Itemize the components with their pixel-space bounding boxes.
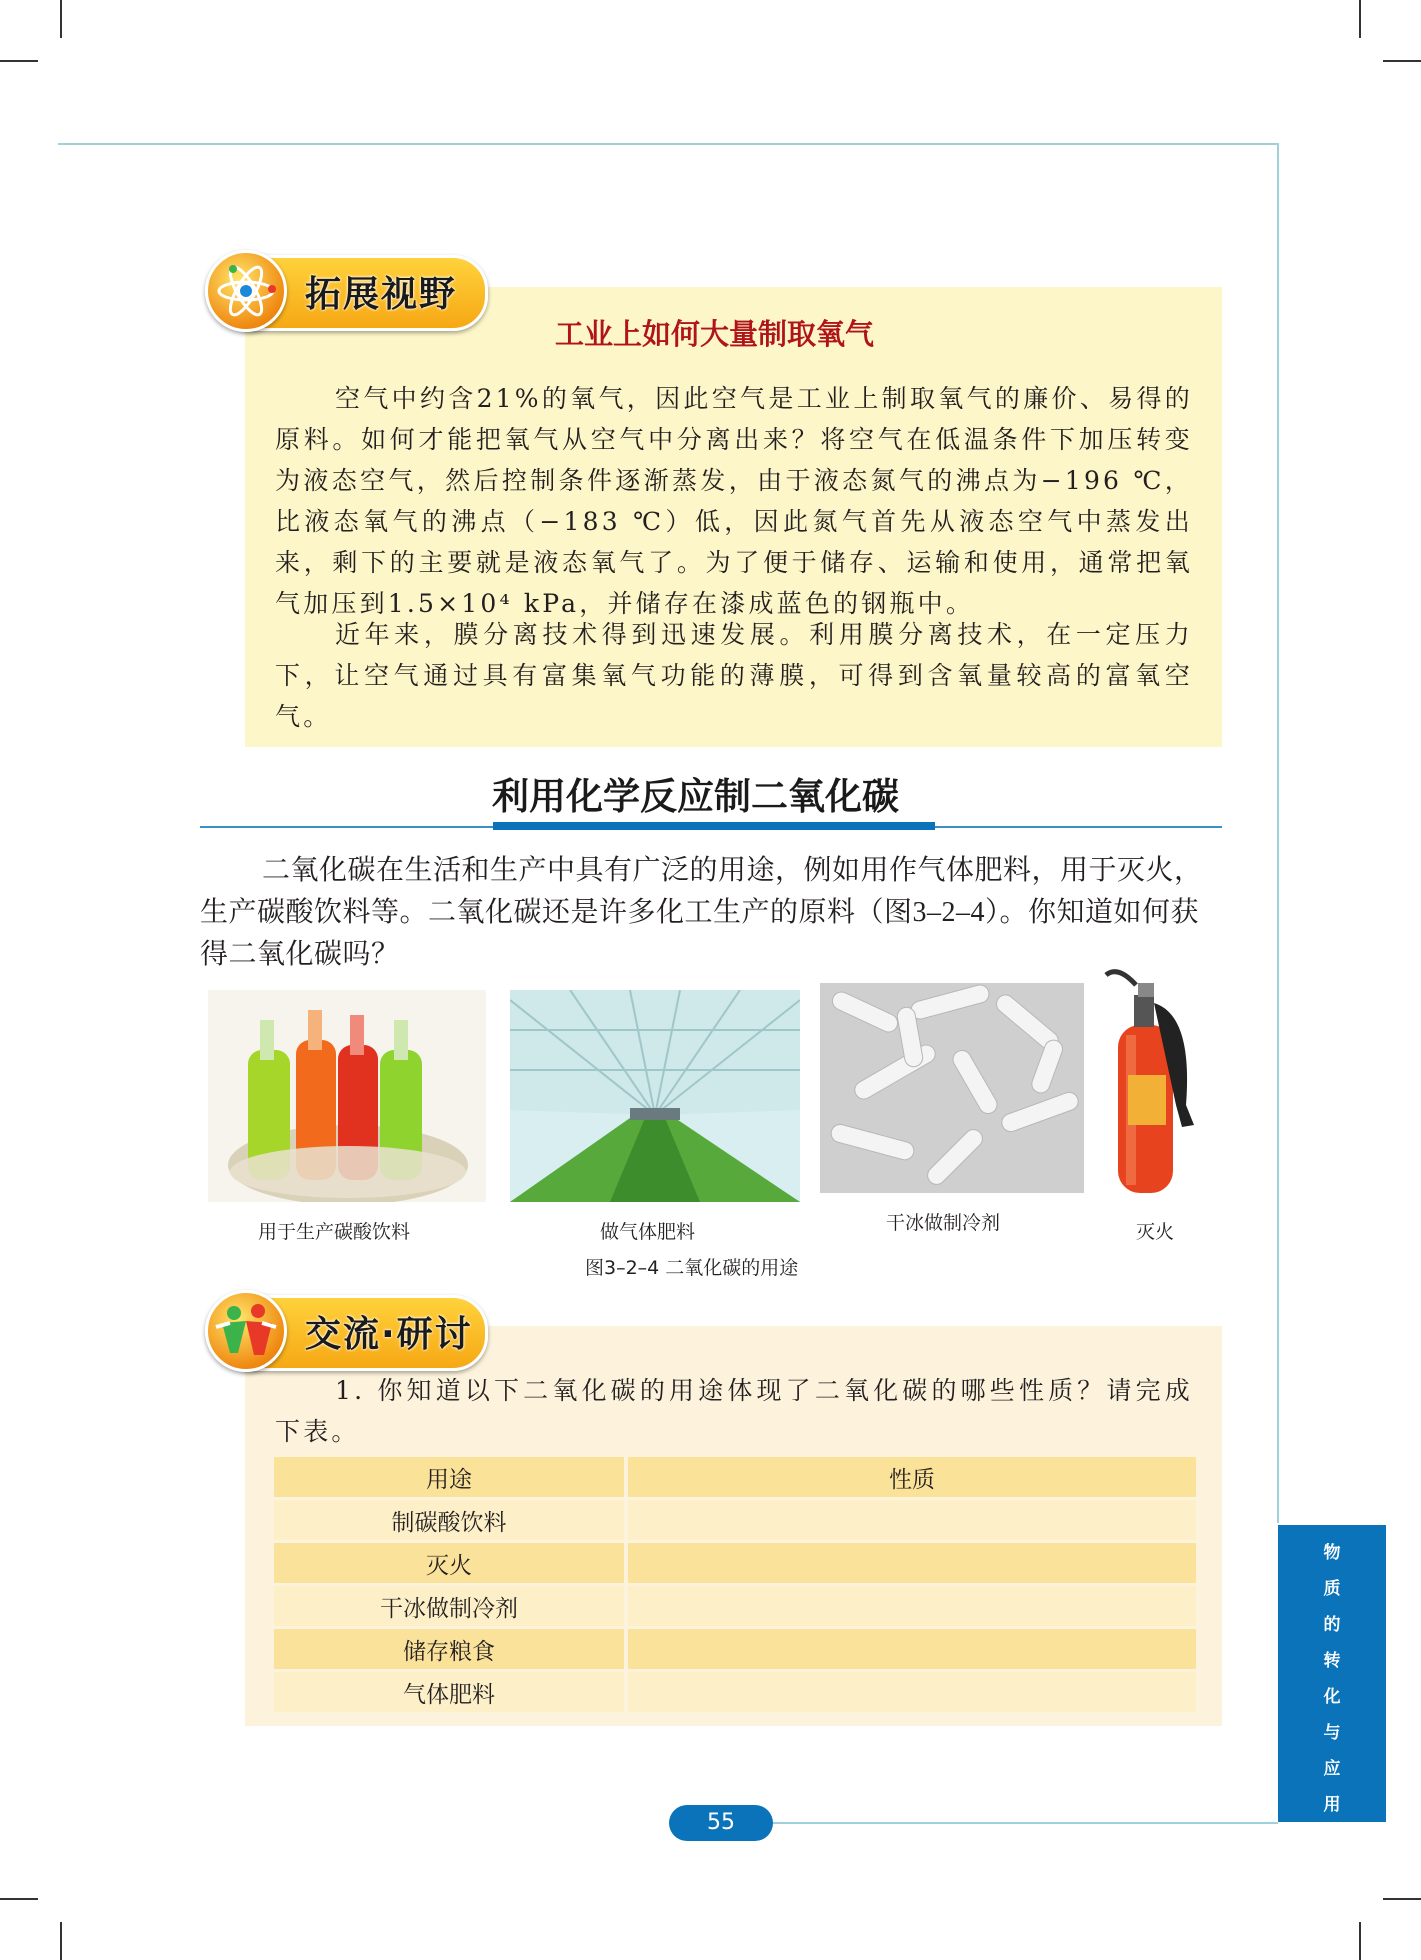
page-number: 55 <box>669 1805 773 1841</box>
crop-mark <box>1383 60 1421 62</box>
side-tab-char: 应 <box>1323 1759 1341 1779</box>
crop-mark <box>1359 1922 1361 1960</box>
table-row <box>274 1499 1196 1542</box>
side-tab-char: 用 <box>1323 1795 1341 1815</box>
table-cell-property[interactable] <box>626 1542 1196 1585</box>
photo-carbonated-drinks <box>208 990 486 1202</box>
extended-view-badge-label: 拓展视野 <box>305 274 458 315</box>
uses-properties-table <box>274 1457 1196 1715</box>
page-frame-bottom <box>768 1822 1278 1824</box>
table-row <box>274 1585 1196 1628</box>
table-row <box>274 1542 1196 1585</box>
side-tab-char: 的 <box>1323 1615 1341 1635</box>
figure-caption: 用于生产碳酸饮料 <box>258 1221 411 1243</box>
side-tab-char: 转 <box>1323 1651 1341 1671</box>
chapter-side-tab <box>1278 1525 1386 1822</box>
table-row <box>274 1628 1196 1671</box>
figure-caption: 干冰做制冷剂 <box>886 1212 1001 1234</box>
side-tab-char: 与 <box>1323 1723 1341 1743</box>
figure-caption: 做气体肥料 <box>600 1221 696 1243</box>
photo-greenhouse <box>510 990 800 1202</box>
extended-view-paragraph: 空气中约含21%的氧气，因此空气是工业上制取氧气的廉价、易得的原料。如何才能把氧气从空气中分离出来？将空气在低温条件下加压转变为液态空气，然后控制条件逐渐蒸发，由于液态氮气的沸点为−196 ℃，比液态氧气的沸点（−183 ℃）低，因此氮气首先从液态空气中蒸发出来，剩下的主要就是液态氧气了。为了便于储存、运输和使用，通常把氧气加压到1.5×10⁴ kPa，并储存在漆成蓝色的钢瓶中。 <box>275 384 1193 618</box>
crop-mark <box>1359 0 1361 38</box>
table-cell-property[interactable] <box>626 1671 1196 1714</box>
side-tab-char: 质 <box>1323 1579 1341 1599</box>
photo-fire-extinguisher <box>1098 955 1210 1205</box>
table-cell-use: 制碳酸饮料 <box>274 1499 626 1542</box>
table-cell-use: 储存粮食 <box>274 1628 626 1671</box>
photo-dry-ice <box>820 983 1084 1193</box>
crop-mark <box>0 1898 38 1900</box>
table-row <box>274 1671 1196 1714</box>
figure-caption: 灭火 <box>1136 1221 1175 1243</box>
side-tab-char: 化 <box>1323 1687 1341 1707</box>
table-cell-use: 灭火 <box>274 1542 626 1585</box>
table-cell-use: 气体肥料 <box>274 1671 626 1714</box>
side-tab-char: 物 <box>1323 1543 1341 1563</box>
table-header: 用途 <box>274 1457 626 1499</box>
section-intro: 二氧化碳在生活和生产中具有广泛的用途，例如用作气体肥料，用于灭火，生产碳酸饮料等。二氧化碳还是许多化工生产的原料（图3–2–4）。你知道如何获得二氧化碳吗？ <box>200 855 1203 970</box>
crop-mark <box>0 60 38 62</box>
atom-icon <box>205 250 287 332</box>
people-exchange-icon <box>205 1290 287 1372</box>
section-title-underline <box>493 822 935 830</box>
extended-view-paragraph: 近年来，膜分离技术得到迅速发展。利用膜分离技术，在一定压力下，让空气通过具有富集氧气功能的薄膜，可得到含氧量较高的富氧空气。 <box>275 620 1193 731</box>
page-frame-top <box>58 143 1278 145</box>
crop-mark <box>60 1922 62 1960</box>
page-frame-right <box>1277 143 1279 1523</box>
crop-mark <box>1383 1898 1421 1900</box>
table-header: 性质 <box>626 1457 1196 1499</box>
extended-view-title: 工业上如何大量制取氧气 <box>555 317 875 351</box>
crop-mark <box>60 0 62 38</box>
table-cell-property[interactable] <box>626 1628 1196 1671</box>
table-cell-use: 干冰做制冷剂 <box>274 1585 626 1628</box>
section-title: 利用化学反应制二氧化碳 <box>492 775 899 818</box>
discussion-badge-label: 交流·研讨 <box>305 1314 473 1355</box>
figure-title: 图3–2–4 二氧化碳的用途 <box>585 1257 799 1279</box>
discussion-question: 1. 你知道以下二氧化碳的用途体现了二氧化碳的哪些性质？请完成下表。 <box>275 1376 1193 1446</box>
table-cell-property[interactable] <box>626 1585 1196 1628</box>
table-cell-property[interactable] <box>626 1499 1196 1542</box>
